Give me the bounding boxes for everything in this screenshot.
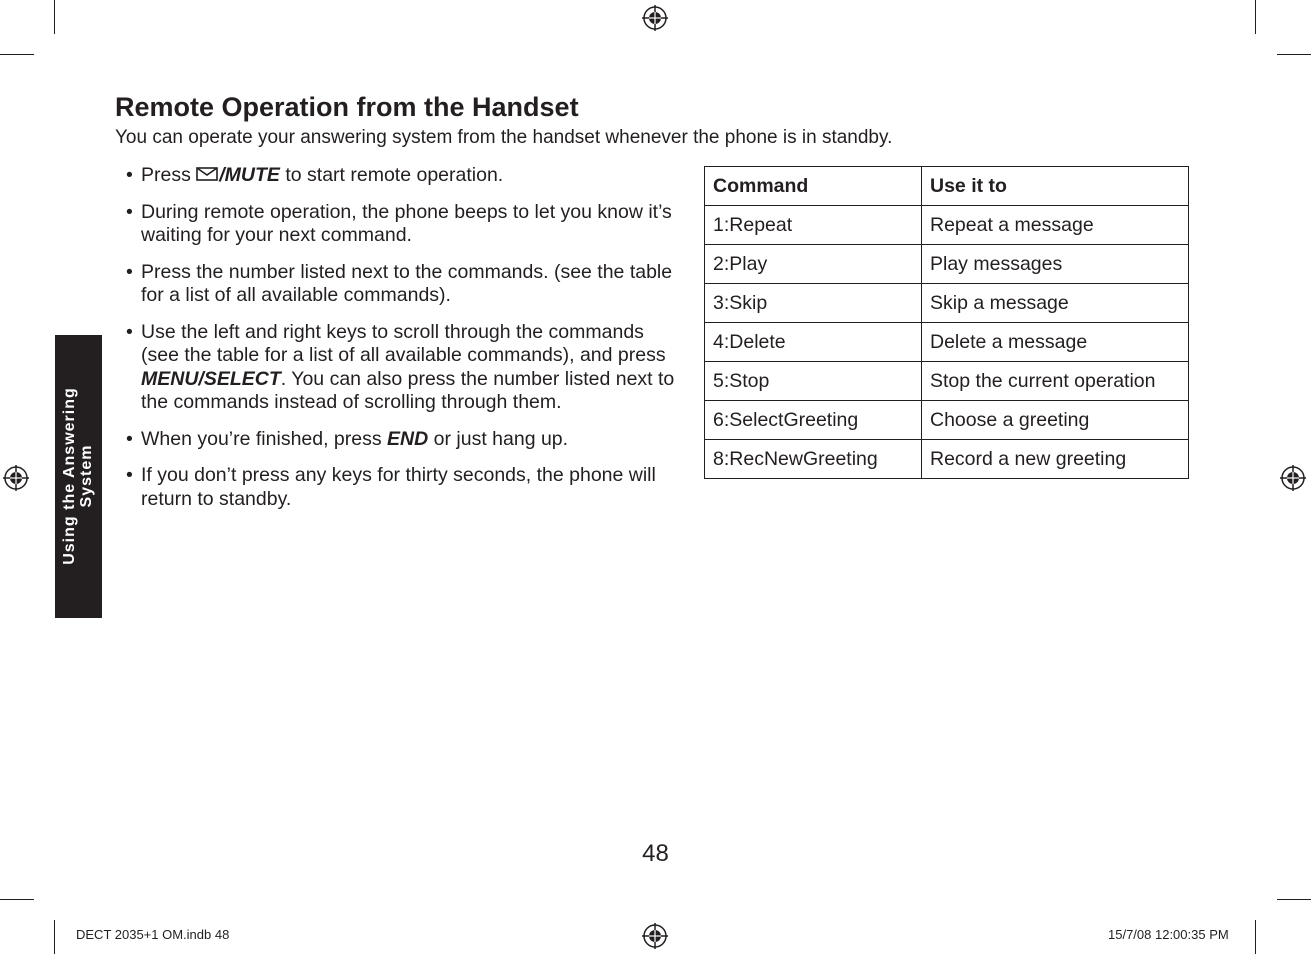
command-cell: 4:Delete: [705, 323, 922, 362]
bullet-icon: •: [126, 464, 133, 486]
footer-timestamp: 15/7/08 12:00:35 PM: [1108, 927, 1229, 942]
table-row: [705, 245, 1189, 284]
description-cell: Stop the current operation: [922, 362, 1189, 401]
description-cell: Delete a message: [922, 323, 1189, 362]
chapter-tab-line-2: System: [78, 444, 95, 508]
list-item-text: Press the number listed next to the commands. (see the table for a list of all available commands).: [141, 260, 673, 306]
description-cell: Record a new greeting: [922, 440, 1189, 479]
list-item-text: . You can also press the number listed next to the commands instead of scrolling through them.: [141, 367, 675, 413]
list-item: [126, 201, 686, 248]
list-item-text: Use the left and right keys to scroll through the commands (see the table for a list of all available commands), and press: [141, 320, 666, 366]
list-item-text: When you’re finished, press: [141, 427, 388, 450]
column-header-use: Use it to: [922, 167, 1189, 206]
registration-mark-icon: [642, 5, 668, 31]
page-title: Remote Operation from the Handset: [115, 92, 579, 122]
bullet-icon: •: [126, 427, 133, 450]
footer-file-name: DECT 2035+1 OM.indb 48: [76, 927, 230, 942]
table-row: [705, 284, 1189, 323]
bullet-icon: •: [126, 260, 133, 283]
description-cell: Repeat a message: [922, 206, 1189, 245]
column-header-command: Command: [705, 167, 922, 206]
crop-mark: [0, 899, 34, 900]
command-table: [704, 166, 1189, 479]
list-item-text: Press: [141, 164, 197, 186]
intro-paragraph: You can operate your answering system from the handset whenever the phone is in standby.: [115, 127, 893, 148]
envelope-icon: [196, 167, 218, 181]
bullet-icon: •: [126, 320, 133, 343]
crop-mark: [1255, 920, 1256, 954]
table-header-row: [705, 167, 1189, 206]
table-row: [705, 362, 1189, 401]
table-row: [705, 323, 1189, 362]
crop-mark: [1277, 899, 1311, 900]
table-row: [705, 401, 1189, 440]
key-name: MENU/SELECT: [141, 367, 281, 390]
instruction-list: [126, 164, 686, 524]
command-cell: 2:Play: [705, 245, 922, 284]
command-cell: 3:Skip: [705, 284, 922, 323]
table-row: [705, 440, 1189, 479]
list-item: [126, 464, 686, 511]
command-cell: 5:Stop: [705, 362, 922, 401]
registration-mark-icon: [3, 465, 29, 491]
key-name: END: [387, 427, 429, 450]
list-item: [126, 164, 686, 188]
list-item: [126, 321, 686, 415]
chapter-tab-line-1: Using the Answering: [61, 387, 78, 565]
description-cell: Skip a message: [922, 284, 1189, 323]
key-name: /MUTE: [219, 164, 280, 186]
list-item-text: or just hang up.: [428, 427, 569, 450]
registration-mark-icon: [642, 923, 668, 949]
description-cell: Choose a greeting: [922, 401, 1189, 440]
table-row: [705, 206, 1189, 245]
list-item-text: If you don’t press any keys for thirty seconds, the phone will return to standby.: [141, 464, 656, 510]
command-cell: 8:RecNewGreeting: [705, 440, 922, 479]
description-cell: Play messages: [922, 245, 1189, 284]
page-number: 48: [642, 840, 669, 867]
crop-mark: [1255, 0, 1256, 34]
registration-mark-icon: [1280, 465, 1306, 491]
list-item: [126, 261, 686, 308]
bullet-icon: •: [126, 200, 133, 223]
bullet-icon: •: [126, 164, 133, 186]
list-item-text: to start remote operation.: [279, 164, 504, 186]
command-cell: 1:Repeat: [705, 206, 922, 245]
command-cell: 6:SelectGreeting: [705, 401, 922, 440]
list-item-text: During remote operation, the phone beeps to let you know it’s waiting for your next command.: [141, 200, 672, 246]
list-item: [126, 428, 686, 452]
crop-mark: [54, 0, 55, 34]
crop-mark: [0, 54, 34, 55]
crop-mark: [54, 920, 55, 954]
chapter-tab-label: [61, 387, 95, 565]
crop-mark: [1277, 54, 1311, 55]
